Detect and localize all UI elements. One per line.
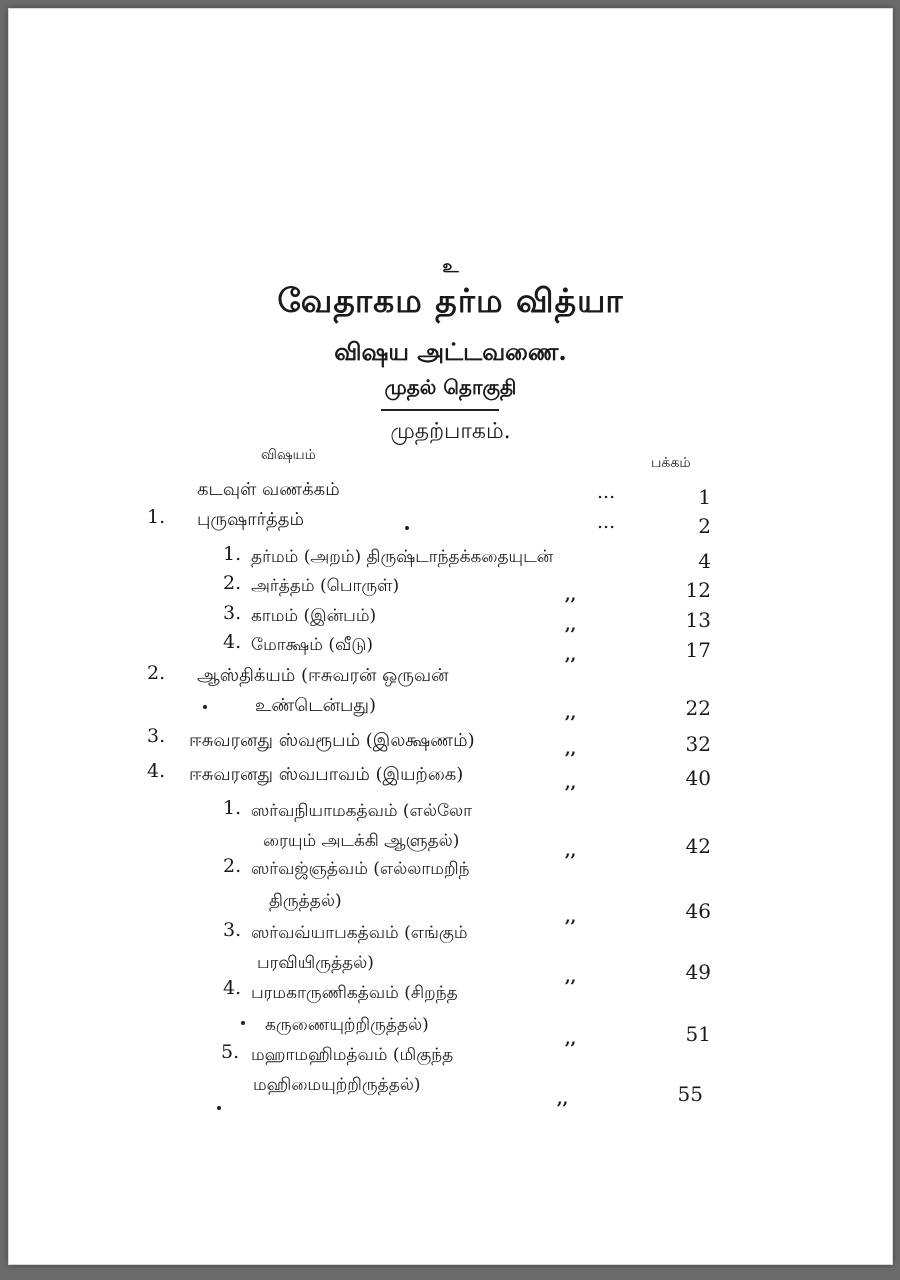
print-speck (241, 1021, 245, 1025)
toc-page-number: 2 (698, 514, 711, 538)
toc-entry-number: 3. (223, 602, 242, 624)
toc-entry-title-continued: திருத்தல்) (269, 891, 342, 911)
toc-entry-number: 3. (223, 919, 242, 941)
toc-ditto-mark: ,, (565, 703, 577, 722)
toc-ditto-mark: ,, (557, 1089, 569, 1108)
toc-entry-title: தர்மம் (அறம்) திருஷ்டாந்தக்கதையுடன் (251, 547, 554, 567)
divider-rule (381, 409, 499, 411)
toc-entry-title: அர்த்தம் (பொருள்) (251, 576, 400, 596)
toc-entry-title: ஆஸ்திக்யம் (ஈசுவரன் ஒருவன் (197, 665, 449, 686)
toc-entry-title: ஈசுவரனது ஸ்வபாவம் (இயற்கை) (189, 764, 464, 785)
toc-entry-title: கடவுள் வணக்கம் (197, 479, 340, 500)
toc-page-number: 46 (685, 899, 711, 923)
document-page (8, 8, 893, 1265)
toc-entry-number: 1. (223, 543, 242, 565)
toc-page-number: 17 (685, 638, 711, 662)
toc-entry-title: புருஷார்த்தம் (197, 509, 304, 530)
toc-leader: ... (597, 481, 616, 503)
toc-entry-title: ஸர்வநியாமகத்வம் (எல்லோ (251, 801, 472, 821)
toc-entry-title-continued: பரவியிருத்தல்) (257, 953, 374, 973)
toc-page-number: 49 (685, 960, 711, 984)
toc-ditto-mark: ,, (565, 615, 577, 634)
toc-entry-number: 2. (223, 572, 242, 594)
toc-ditto-mark: ,, (565, 967, 577, 986)
print-speck (203, 705, 207, 709)
volume-label: முதல் தொகுதி (384, 375, 517, 399)
toc-entry-title: ஸர்வவ்யாபகத்வம் (எங்கும் (251, 923, 468, 943)
toc-page-number: 40 (685, 766, 711, 790)
toc-ditto-mark: ,, (565, 841, 577, 860)
toc-entry-title: ஈசுவரனது ஸ்வரூபம் (இலக்ஷணம்) (189, 730, 475, 751)
toc-entry-title: காமம் (இன்பம்) (251, 606, 377, 626)
part-heading: முதற்பாகம். (390, 419, 511, 444)
toc-entry-number: 4. (223, 631, 242, 653)
print-speck (405, 526, 409, 530)
toc-entry-number: 1. (147, 506, 166, 528)
toc-entry-number: 2. (223, 855, 242, 877)
toc-page-number: 4 (698, 549, 711, 573)
subject-column-header: விஷயம் (261, 447, 316, 463)
toc-ditto-mark: ,, (565, 585, 577, 604)
toc-entry-title-continued: கருணையுற்றிருத்தல்) (265, 1015, 429, 1035)
toc-ditto-mark: ,, (565, 739, 577, 758)
toc-entry-title: ஸர்வஜ்ஞத்வம் (எல்லாமறிந் (251, 859, 470, 879)
toc-page-number: 51 (685, 1022, 711, 1046)
toc-page-number: 12 (685, 578, 711, 602)
toc-entry-number: 3. (147, 725, 166, 747)
toc-entry-number: 4. (147, 760, 166, 782)
toc-entry-title-continued: ரையும் அடக்கி ஆளுதல்) (263, 831, 460, 851)
toc-entry-title-continued: மஹிமையுற்றிருத்தல்) (253, 1075, 421, 1095)
toc-page-number: 13 (685, 608, 711, 632)
toc-ditto-mark: ,, (565, 907, 577, 926)
invocation-mark: உ (442, 256, 459, 277)
toc-page-number: 1 (698, 485, 711, 509)
page-column-header: பக்கம் (651, 455, 691, 471)
toc-entry-number: 5. (221, 1041, 240, 1063)
toc-entry-title: மோக்ஷம் (வீடு) (251, 635, 374, 655)
toc-entry-title-continued: உண்டென்பது) (255, 695, 377, 716)
toc-ditto-mark: ,, (565, 773, 577, 792)
contents-heading: விஷய அட்டவணை. (334, 337, 567, 366)
toc-leader: ... (597, 511, 616, 533)
toc-entry-number: 4. (223, 977, 242, 999)
toc-page-number: 32 (685, 732, 711, 756)
toc-page-number: 42 (685, 834, 711, 858)
toc-entry-title: பரமகாருணிகத்வம் (சிறந்த (251, 983, 458, 1003)
book-title: வேதாகம தர்ம வித்யா (277, 281, 624, 320)
toc-page-number: 55 (677, 1082, 703, 1106)
toc-entry-number: 2. (147, 662, 166, 684)
toc-entry-title: மஹாமஹிமத்வம் (மிகுந்த (251, 1045, 454, 1065)
print-speck (217, 1106, 221, 1110)
toc-ditto-mark: ,, (565, 645, 577, 664)
toc-ditto-mark: ,, (565, 1029, 577, 1048)
toc-entry-number: 1. (223, 797, 242, 819)
toc-page-number: 22 (685, 696, 711, 720)
